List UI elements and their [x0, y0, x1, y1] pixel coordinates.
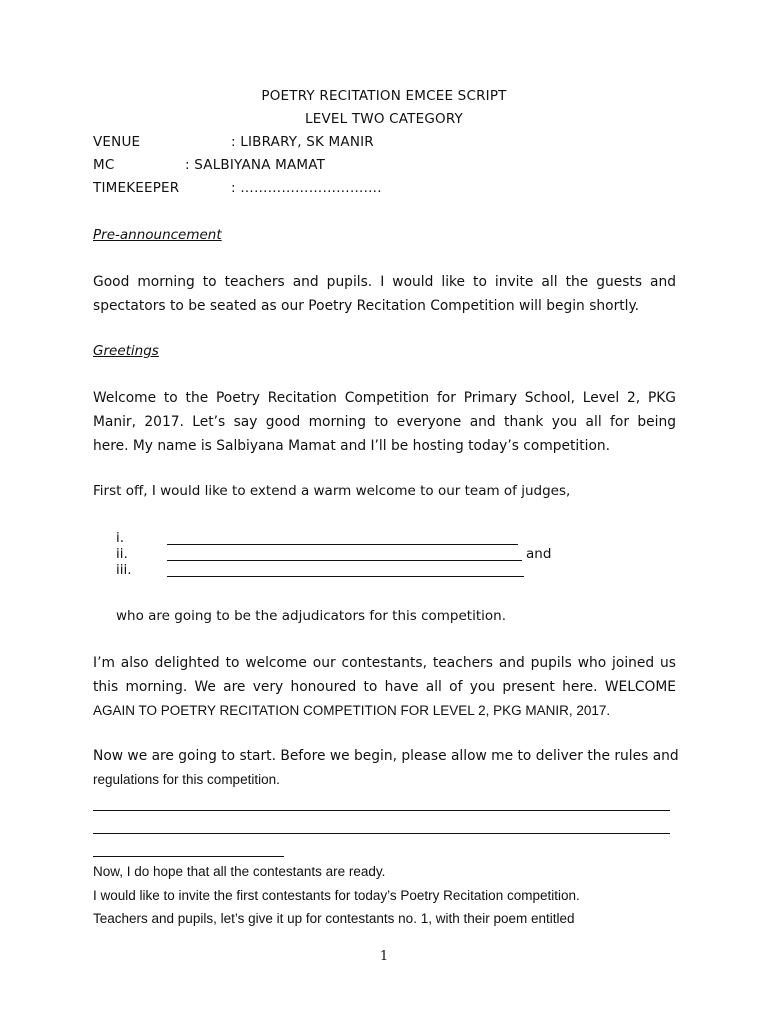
pre-announcement-line: spectators to be seated as our Poetry Recitation Competition will begin shortly. [93, 298, 640, 314]
greetings-line: Manir, 2017. Let’s say good morning to everyone and thank you all for being [93, 414, 676, 430]
welcome-line: AGAIN TO POETRY RECITATION COMPETITION FOR LEVEL 2, PKG MANIR, 2017. [93, 703, 611, 718]
judge-blank-line-2 [167, 560, 522, 561]
rules-blank-line-2 [93, 833, 670, 834]
venue-value: : LIBRARY, SK MANIR [231, 134, 374, 150]
adjudicators-text: who are going to be the adjudicators for this competition. [116, 608, 506, 624]
start-line: Now we are going to start. Before we begin, please allow me to deliver the rules and [93, 748, 679, 764]
venue-label: VENUE [93, 134, 141, 150]
greetings-paragraph [93, 386, 676, 458]
mc-value: : SALBIYANA MAMAT [185, 157, 326, 173]
page-number: 1 [379, 949, 389, 964]
greetings-heading: Greetings [93, 343, 159, 359]
rules-blank-line-3 [93, 856, 284, 857]
start-paragraph [93, 744, 679, 792]
pre-announcement-heading: Pre-announcement [93, 227, 222, 243]
greetings-line: Welcome to the Poetry Recitation Competition for Primary School, Level 2, PKG [93, 390, 676, 406]
closing-line-2: I would like to invite the first contestants for today’s Poetry Recitation competition. [93, 888, 580, 903]
document-subtitle: LEVEL TWO CATEGORY [305, 111, 463, 127]
judge-blank-line-1 [167, 544, 518, 545]
closing-line-1: Now, I do hope that all the contestants are ready. [93, 864, 386, 879]
judge-numeral-3: iii. [116, 562, 132, 578]
timekeeper-label: TIMEKEEPER [93, 180, 180, 196]
judges-and-text: and [526, 546, 552, 562]
pre-announcement-paragraph [93, 270, 676, 318]
start-line: regulations for this competition. [93, 772, 280, 787]
judge-numeral-1: i. [116, 530, 125, 546]
judge-numeral-2: ii. [116, 546, 128, 562]
document-title: POETRY RECITATION EMCEE SCRIPT [261, 88, 507, 104]
welcome-paragraph [93, 651, 676, 723]
rules-blank-line-1 [93, 810, 670, 811]
judges-intro: First off, I would like to extend a warm welcome to our team of judges, [93, 483, 571, 499]
pre-announcement-line: Good morning to teachers and pupils. I would like to invite all the guests and [93, 274, 676, 290]
closing-line-3: Teachers and pupils, let’s give it up for contestants no. 1, with their poem entitled [93, 911, 575, 926]
greetings-line: here. My name is Salbiyana Mamat and I’ll be hosting today’s competition. [93, 438, 611, 454]
mc-label: MC [93, 157, 115, 173]
timekeeper-value: : …………………………. [231, 180, 382, 196]
welcome-line: this morning. We are very honoured to have all of you present here. WELCOME [93, 679, 676, 695]
welcome-line: I’m also delighted to welcome our contestants, teachers and pupils who joined us [93, 655, 676, 671]
judge-blank-line-3 [167, 576, 524, 577]
